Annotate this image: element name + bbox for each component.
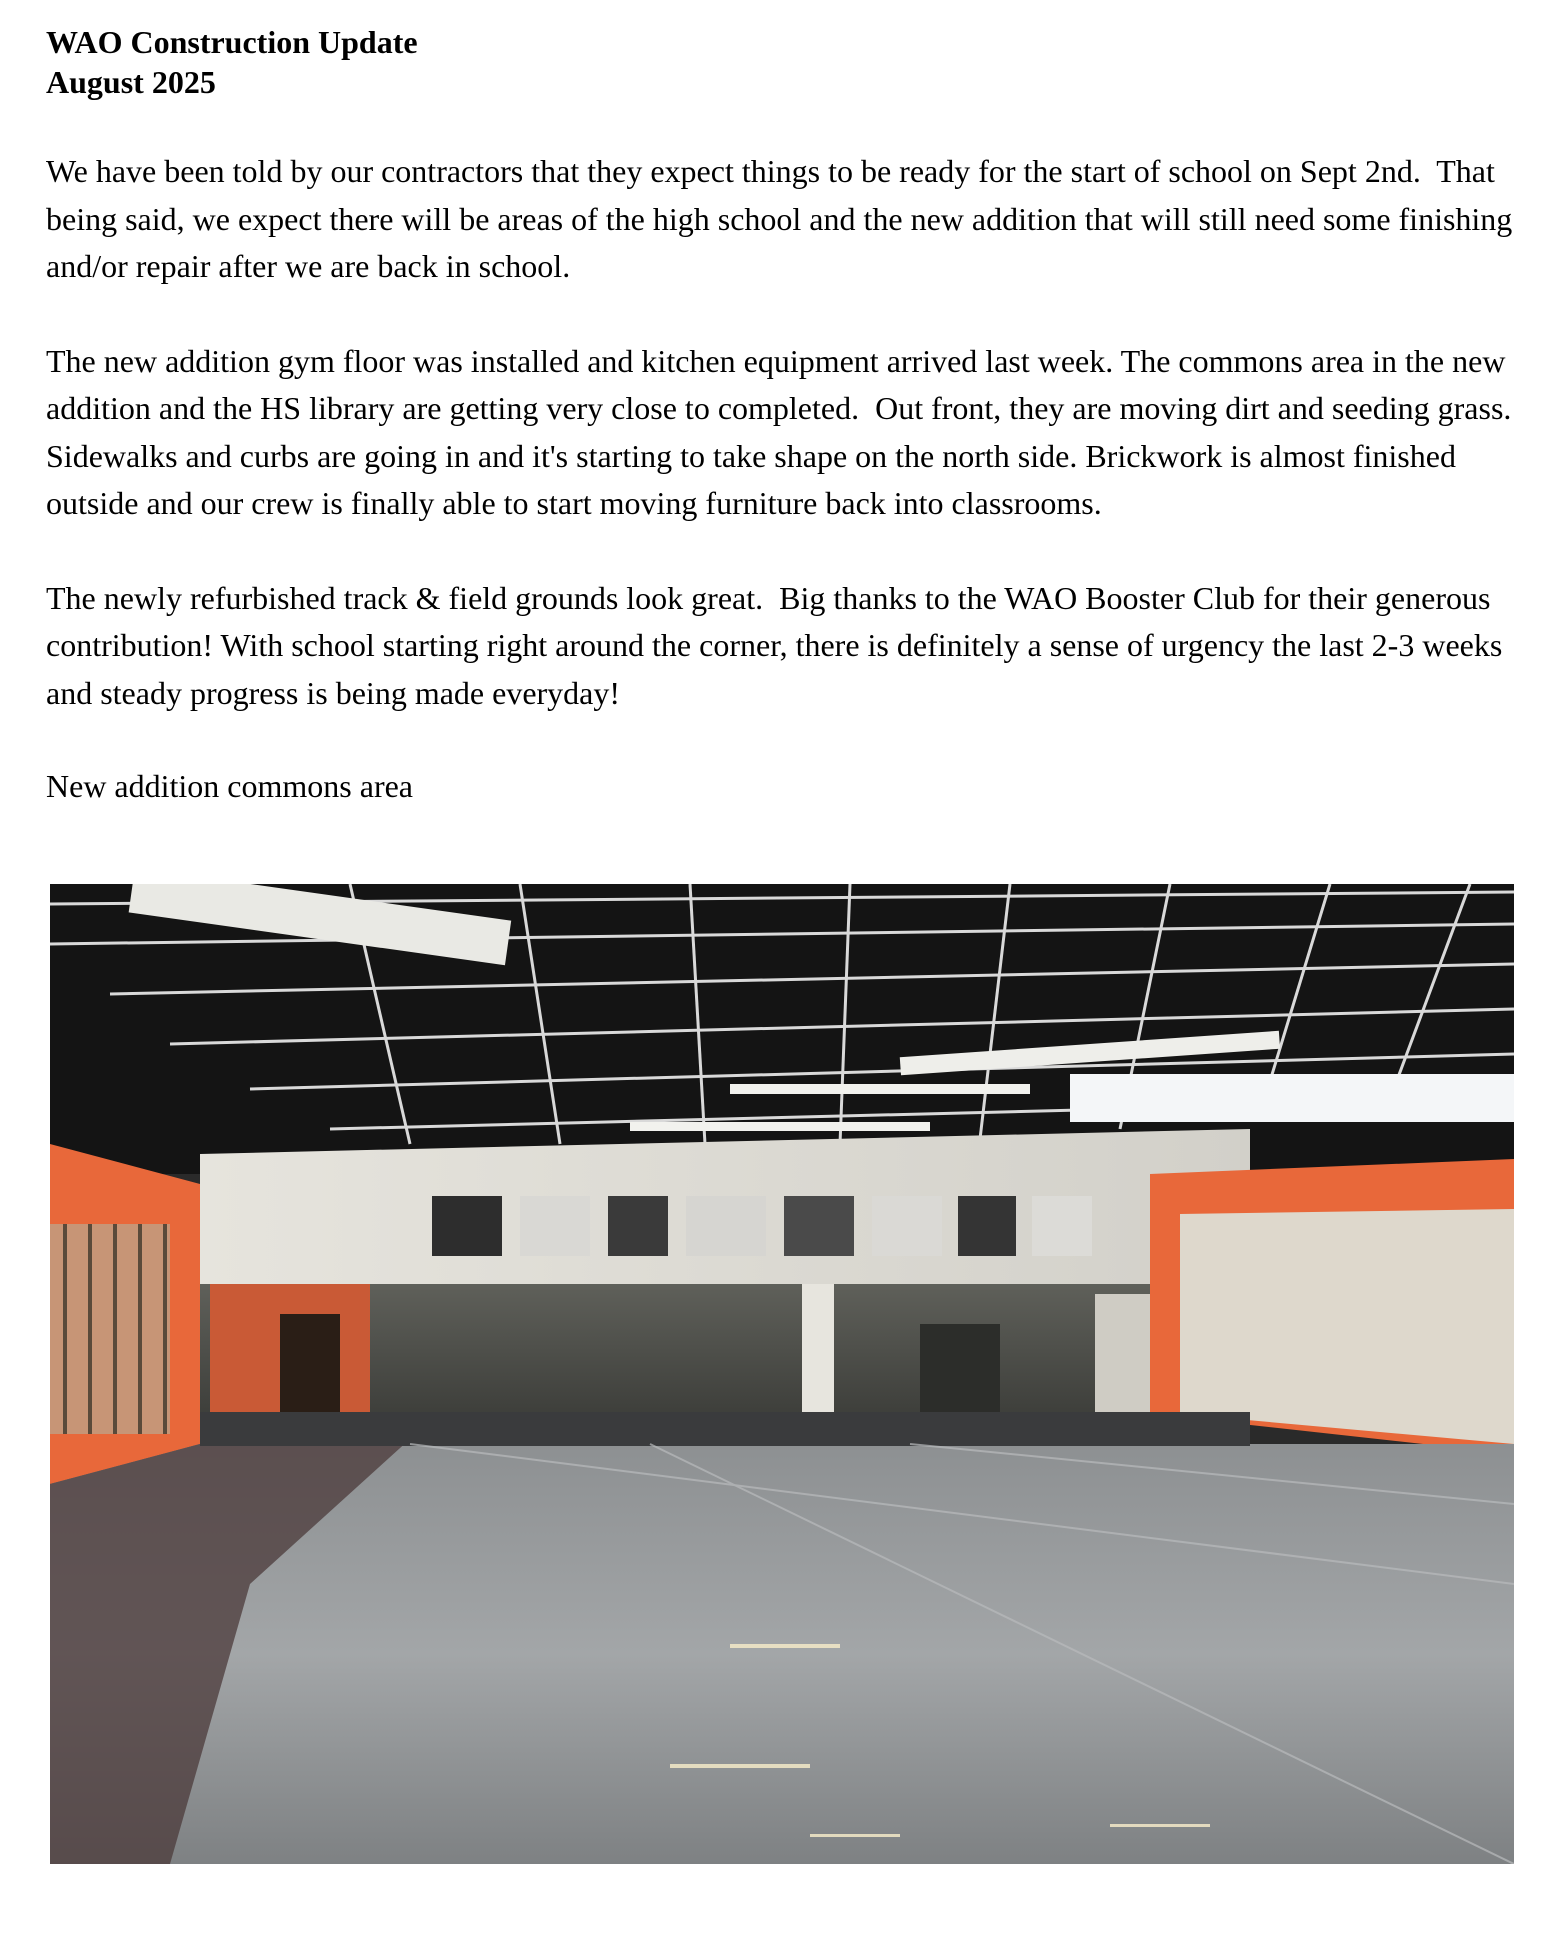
column — [802, 1284, 834, 1414]
ceiling-light — [630, 1122, 930, 1131]
doorway — [920, 1324, 1000, 1414]
clerestory-windows — [1070, 1074, 1514, 1122]
side-doorway — [1095, 1294, 1150, 1414]
document-page — [46, 22, 1528, 808]
floor-band — [200, 1412, 1250, 1446]
paragraph-2: The new addition gym floor was installed and kitchen equipment arrived last week. The commons area in the new addition and the HS library are getting very close to completed. Out front, they are moving dirt and seeding grass. Sidewalks and curbs are going in and it's starting to take shape on the north side. Brickwork is almost finished outside and our crew is finally able to start moving furniture back into classrooms. — [46, 342, 1528, 521]
right-wall-panel — [1180, 1209, 1514, 1444]
window-framing — [50, 1224, 170, 1434]
paragraph-1: We have been told by our contractors that they expect things to be ready for the start of school on Sept 2nd. That being said, we expect there will be areas of the high school and the new addition that will still need some finishing and/or repair after we are back in school. — [46, 153, 1521, 284]
document-date: August 2025 — [46, 64, 216, 100]
acoustic-panels — [432, 1196, 1092, 1256]
commons-area-photo — [50, 884, 1514, 1864]
photo-caption: New addition commons area — [46, 768, 413, 804]
ceiling-light — [730, 1084, 1030, 1094]
paragraph-3: The newly refurbished track & field grounds look great. Big thanks to the WAO Booster Club for their generous contribution! With school starting right around the corner, there is definitely a sense of urgency the last 2-3 weeks and steady progress is being made everyday! — [46, 579, 1511, 711]
document-title: WAO Construction Update — [46, 24, 418, 60]
